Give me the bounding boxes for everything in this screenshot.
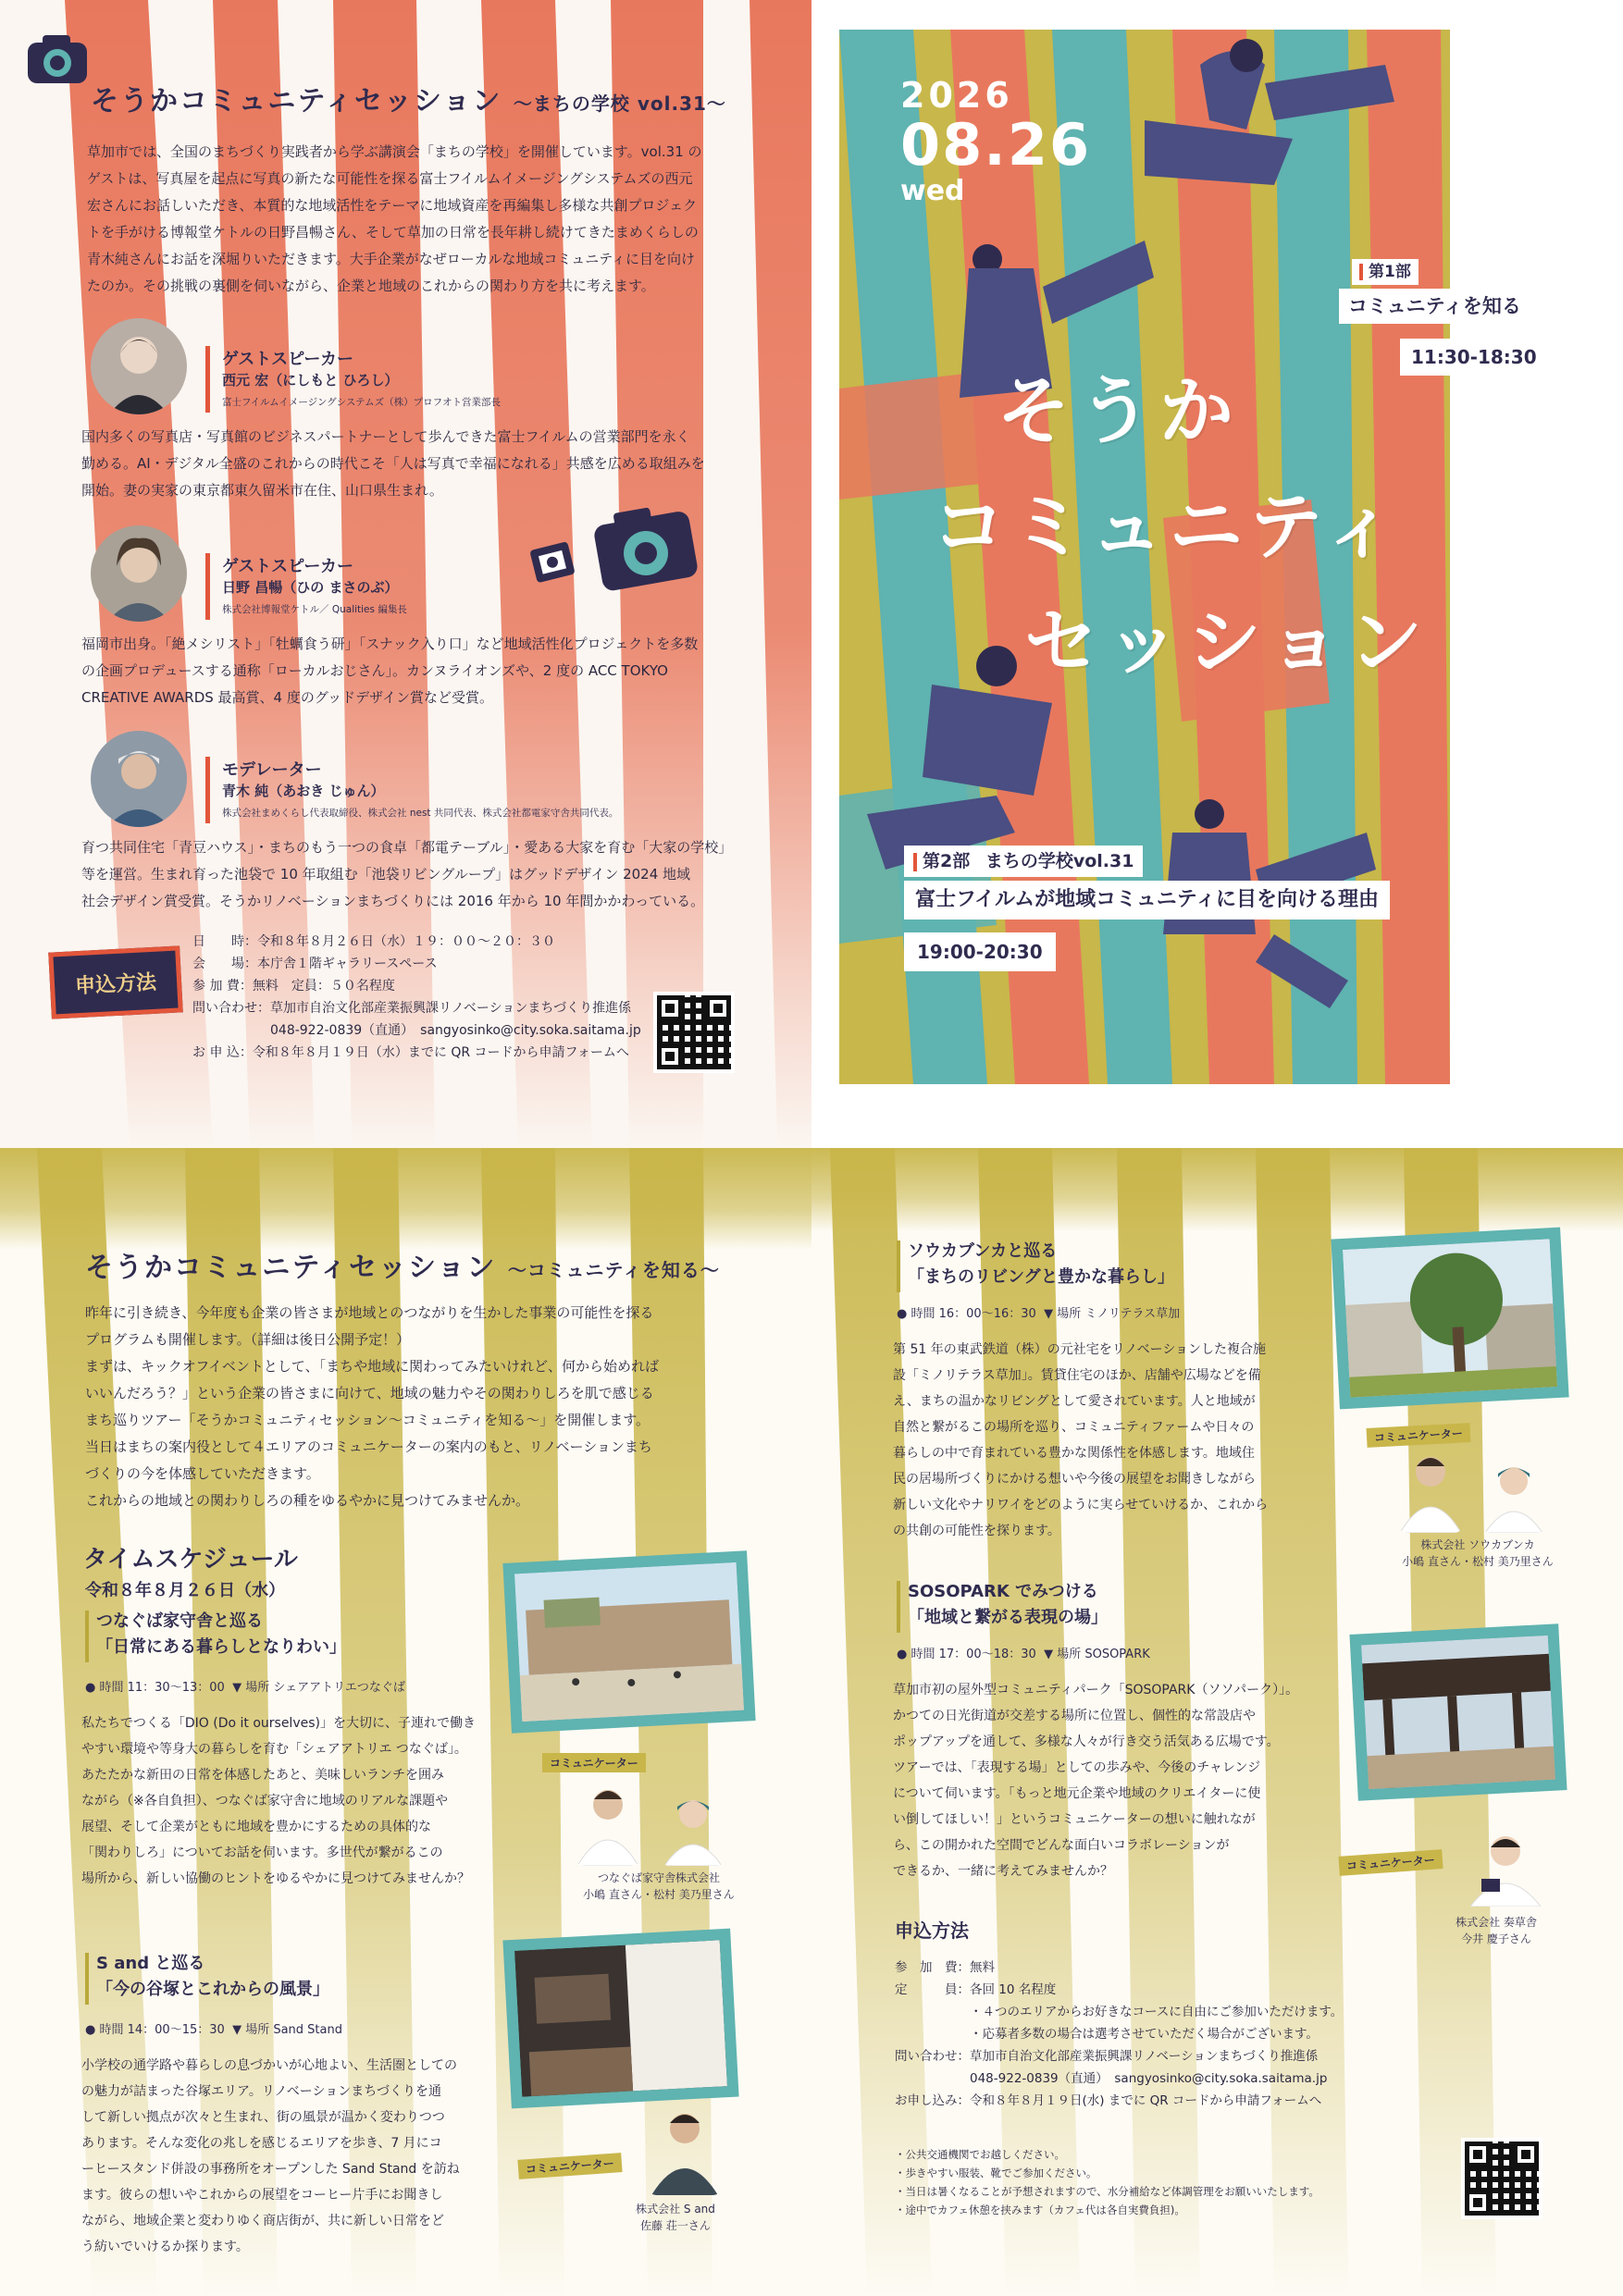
tour-title-line: 「今の谷塚とこれからの風景」: [96, 1980, 329, 1999]
intro-paragraph: [85, 1300, 751, 1514]
cover-title: [932, 352, 1431, 689]
info-line: 問い合わせ：草加市自治文化部産業振興課リノベーションまちづくり推進係: [192, 1001, 632, 1016]
tour-title: [908, 1579, 1108, 1631]
event-info: [192, 931, 641, 1064]
panel-machi-no-gakko: [0, 0, 812, 1148]
apply-badge-label: 申込方法: [74, 970, 157, 998]
bio-line: 等を運営。生まれ育った池袋で 10 年取組む「池袋リビングループ」はグッドデザイン 2024 地域: [81, 866, 691, 883]
intro-line: 昨年に引き続き、今年度も企業の皆さまが地域とのつながりを生かした事業の可能性を探る: [85, 1304, 654, 1321]
tour-accent-bar: [897, 1241, 900, 1292]
tour-title-line: 「日常にある暮らしとなりわい」: [96, 1637, 346, 1657]
caption-line: 株式会社 奏草舎: [1456, 1916, 1537, 1929]
title-text: そうかコミュニティセッション: [91, 85, 502, 117]
event-date: [900, 75, 1092, 207]
speaker-name: 日野 昌暢（ひの まさのぶ）: [222, 579, 399, 596]
photo-frame-sand-stand: [502, 1929, 738, 2109]
part2-series: まちの学校vol.31: [985, 851, 1134, 871]
speaker-photo-hino: [91, 525, 187, 622]
speaker-affiliation: 富士フイルムイメージングシステムズ（株）プロフオト営業部長: [222, 397, 501, 408]
tour-description: [81, 1710, 516, 1892]
cover-title-line-1: そうか: [997, 368, 1241, 454]
communicator-tag: コミュニケーター: [542, 1753, 646, 1772]
speaker-bio: [81, 834, 757, 915]
camera-and-film-icon: [524, 500, 709, 601]
body-line: 小学校の通学路や暮らしの息づかいが心地よい、生活圏としての: [81, 2058, 457, 2073]
communicator-photo: [659, 1786, 727, 1866]
intro-line: トを手がける博報堂ケトルの日野昌暢さん、そして草加の日常を長年耕し続けてきたまめくらしの: [87, 224, 699, 241]
communicator-photo: [1480, 1453, 1548, 1533]
intro-line: ゲストは、写真屋を起点に写真の新たな可能性を探る富士フイルムイメージングシステムズの西元: [87, 170, 693, 187]
body-line: ポップアップを通して、多様な人々が行き交う活気ある広場です。: [893, 1734, 1280, 1749]
body-line: 私たちでつくる「DIO (Do it ourselves)」を大切に、子連れで働き: [81, 1716, 476, 1731]
clock-icon: ●: [897, 1648, 908, 1661]
apply-badge: [48, 945, 183, 1018]
part1-time: 11:30-18:30: [1400, 339, 1548, 376]
bio-line: 福岡市出身。「絶メシリスト」「牡蠣食う研」「スナック入り口」など地域活性化プロジェクトを多数: [81, 636, 699, 652]
intro-line: 青木純さんにお話を深堀りいただきます。大手企業がなぜローカルな地域コミュニティに目を向け: [87, 251, 696, 267]
tour-title-line: SOSOPARK でみつける: [908, 1582, 1098, 1601]
intro-line: まち巡りツアー「そうかコミュニティセッション〜コミュニティを知る〜」を開催します。: [85, 1412, 650, 1428]
communicator-caption: [1422, 1914, 1570, 1947]
intro-line: 草加市では、全国のまちづくり実践者から学ぶ講演会「まちの学校」を開催しています。vol.31 の: [87, 143, 702, 160]
tour-title-line: つなぐば家守舎と巡る: [96, 1611, 263, 1631]
intro-line: 宏さんにお話しいただき、本質的な地域活性をテーマに地域資産を再編集し多様な共創プロジェク: [87, 197, 698, 214]
body-line: ながら、地域企業と変わりゆく商店街が、共に新しい日常をど: [81, 2214, 444, 2228]
part2-time: 19:00-20:30: [904, 932, 1056, 971]
body-line: ーヒースタンド併設の事務所をオープンした Sand Stand を訪ね: [81, 2162, 460, 2177]
body-line: ながら（※各自負担）、つなぐば家守舎に地域のリアルな課題や: [81, 1794, 449, 1808]
apply-info: [895, 1957, 1343, 2112]
intro-line: たのか。その挑戦の裏側を伺いながら、企業と地域のこれからの関わり方を共に考えます。: [87, 278, 655, 294]
tour-description: [893, 1677, 1328, 1884]
info-line: お 申 込：令和８年８月１９日（水）までに QR コードから申請フォームへ: [192, 1045, 629, 1060]
body-line: ます。彼らの想いやこれからの展望をコーヒー片手にお聞きし: [81, 2188, 443, 2203]
event-year: 2026: [900, 75, 1013, 116]
photo-frame-minori-terrace: [1331, 1228, 1568, 1410]
communicator-photo: [1461, 1823, 1550, 1907]
apply-info-line: ・４つのエリアからお好きなコースに自由にご参加いただけます。: [895, 2005, 1344, 2019]
speaker-role: ゲストスピーカー: [222, 350, 354, 369]
bio-line: 社会デザイン賞受賞。そうかリノベーションまちづくりには 2016 年から 10 年間かかわっている。: [81, 893, 705, 909]
communicator-caption: [601, 2201, 750, 2234]
pin-icon: ▼: [232, 1681, 242, 1695]
intro-line: いいんだろう？」という企業の皆さまに向けて、地域の魅力やその関わりしろを肌で感じる: [85, 1385, 654, 1401]
body-line: やすい環境や等身大の暮らしを育む「シェアアトリエ つなぐば」。: [81, 1742, 467, 1757]
apply-info-line: 定 員：各回 10 名程度: [895, 1982, 1057, 1997]
panel-community-tour-1: [0, 1148, 812, 2296]
part1-title: コミュニティを知る: [1339, 289, 1530, 324]
speaker-aoki: [222, 757, 618, 820]
body-line: 草加市初の屋外型コミュニティパーク「SOSOPARK（ソソパーク）」。: [893, 1683, 1299, 1697]
schedule-title: タイムスケジュール: [83, 1546, 298, 1574]
info-line: 会 場：本庁舎１階ギャラリースペース: [192, 957, 438, 971]
part1-label: [1352, 259, 1419, 285]
body-line: 展望、そして企業がともに地域を豊かにするための具体的な: [81, 1820, 431, 1834]
body-line: の共創の可能性を探ります。: [893, 1524, 1060, 1538]
photo-frame-tsunaguba: [502, 1550, 755, 1734]
speaker-role: ゲストスピーカー: [222, 557, 354, 576]
clock-icon: ●: [897, 1307, 908, 1321]
intro-line: これからの地域との関わりしろの種をゆるやかに見つけてみませんか。: [85, 1492, 530, 1509]
speaker-bio: [81, 631, 757, 711]
communicator-tag: コミュニケーター: [1367, 1423, 1471, 1448]
tour-time-place: [897, 1644, 1150, 1661]
tour-time-place: [897, 1303, 1180, 1321]
bio-line: 育つ共同住宅「青豆ハウス」・まちのもう一つの食卓「都電テーブル」・愛ある大家を育む「大家の学校」: [81, 839, 733, 856]
tour-accent-bar: [897, 1581, 900, 1633]
body-line: の魅力が詰まった谷塚エリア。リノベーションまちづくりを通: [81, 2084, 442, 2099]
tour-time: 時間 14：00〜15：30: [99, 2023, 225, 2037]
speaker-photo-aoki: [91, 731, 187, 827]
tour-description: [81, 2053, 516, 2260]
cover-title-line-2: コミュニティ: [932, 484, 1402, 570]
tour-accent-bar: [85, 1953, 89, 2005]
intro-line: まずは、キックオフイベントとして、「まちや地域に関わってみたいけれど、何から始めれば: [85, 1358, 659, 1375]
communicator-photo: [646, 2099, 724, 2195]
tour-title-line: ソウカブンカと巡る: [908, 1241, 1058, 1261]
part2-label-text: 第2部: [923, 851, 971, 871]
note-line: ・途中でカフェ休憩を挟みます（カフェ代は各自実費負担)。: [895, 2203, 1185, 2216]
body-line: 暮らしの中で育まれている豊かな関係性を体感します。地域住: [893, 1446, 1255, 1461]
bio-line: 勤める。AI・デジタル全盛のこれからの時代こそ「人は写真で幸福になれる」共感を広める取組みを: [81, 455, 705, 472]
communicator-tag: コミュニケーター: [1338, 1849, 1443, 1876]
part2-title: 富士フイルムが地域コミュニティに目を向ける理由: [904, 881, 1390, 920]
tour-time: 時間 16：00〜16：30: [911, 1307, 1036, 1321]
bio-line: 開始。妻の実家の東京都東久留米市在住、山口県生まれ。: [81, 482, 443, 499]
tour-accent-bar: [85, 1611, 89, 1662]
speaker-hino: [222, 553, 407, 616]
body-line: え、まちの温かなリビングとして愛されています。人と地域が: [893, 1394, 1256, 1409]
caption-line: 小嶋 直さん・松村 美乃里さん: [1402, 1555, 1554, 1568]
speaker-accent-bar: [205, 757, 210, 823]
title-text: そうかコミュニティセッション: [85, 1252, 497, 1284]
body-line: かつての日光街道が交差する場所に位置し、個性的な常設店や: [893, 1709, 1256, 1723]
communicator-caption: [1394, 1537, 1561, 1570]
tour-time: 時間 11：30〜13：00: [99, 1681, 225, 1695]
clock-icon: ●: [85, 2023, 96, 2037]
info-line: 参 加 費：無料 定員：５０名程度: [192, 979, 395, 994]
tour-time-place: [85, 2019, 342, 2037]
apply-info-line: 048-922-0839（直通） sangyosinko@city.soka.saitama.jp: [895, 2071, 1328, 2086]
speaker-affiliation: 株式会社まめくらし代表取締役、株式会社 nest 共同代表、株式会社都電家守舎共同代表。: [222, 808, 619, 819]
tour-title-line: 「地域と繋がる表現の場」: [908, 1608, 1108, 1627]
apply-info-line: 問い合わせ：草加市自治文化部産業振興課リノベーションまちづくり推進係: [895, 2049, 1319, 2064]
speaker-role: モデレーター: [222, 760, 322, 780]
speaker-photo-nishimoto: [91, 318, 187, 414]
tour-title: [908, 1239, 1174, 1290]
intro-line: 当日はまちの案内役として４エリアのコミュニケーターの案内のもと、リノベーションまち: [85, 1438, 652, 1455]
caption-line: 佐藤 荘一さん: [640, 2219, 711, 2232]
body-line: あります。そんな変化の兆しを感じるエリアを歩き、7 月にコ: [81, 2136, 442, 2151]
notes: [895, 2145, 1319, 2219]
pin-icon: ▼: [232, 2023, 242, 2037]
note-line: ・公共交通機関でお越しください。: [895, 2148, 1065, 2161]
tour-time-place: [85, 1677, 405, 1695]
bio-line: CREATIVE AWARDS 最高賞、4 度のグッドデザイン賞など受賞。: [81, 689, 494, 706]
tour-time: 時間 17：00〜18：30: [911, 1648, 1036, 1661]
body-line: ツアーでは、「表現する場」としての歩みや、今後のチャレンジ: [893, 1760, 1261, 1775]
qr-code[interactable]: [653, 992, 735, 1073]
body-line: 自然と繋がるこの場所を巡り、コミュニティファームや日々の: [893, 1420, 1255, 1435]
page-title: [85, 1244, 720, 1285]
apply-info-line: お申し込み：令和８年８月１９日(水) までに QR コードから申請フォームへ: [895, 2093, 1322, 2108]
communicator-caption: [576, 1870, 742, 1903]
communicator-photo: [1396, 1444, 1465, 1533]
body-line: ら、この開かれた空間でどんな面白いコラボレーションが: [893, 1838, 1230, 1853]
part1-label-text: 第1部: [1369, 263, 1411, 281]
body-line: 第 51 年の東武鉄道（株）の元社宅をリノベーションした複合施: [893, 1342, 1267, 1357]
caption-line: 小嶋 直さん・松村 美乃里さん: [583, 1888, 735, 1901]
body-line: 「関わりしろ」についてお話を伺います。多世代が繋がるこの: [81, 1845, 443, 1860]
bio-line: 国内多くの写真店・写真館のビジネスパートナーとして歩んできた富士フイルムの営業部門を永く: [81, 428, 690, 445]
caption-line: 株式会社 S and: [636, 2203, 715, 2216]
body-line: について伺います。「もっと地元企業や地域のクリエイターに使: [893, 1786, 1261, 1801]
communicator-photo: [574, 1777, 642, 1866]
body-line: あたたかな新田の日常を体感したあと、美味しいランチを囲み: [81, 1768, 444, 1783]
tour-place: 場所 SOSOPARK: [1057, 1648, 1150, 1661]
note-line: ・歩きやすい服装、靴でご参加ください。: [895, 2166, 1097, 2179]
body-line: できるか、一緒に考えてみませんか？: [893, 1864, 1113, 1879]
tour-description: [893, 1337, 1328, 1544]
cover-title-line-3: セッション: [1024, 599, 1431, 685]
info-line: 048-922-0839（直通） sangyosinko@city.soka.saitama.jp: [192, 1023, 641, 1038]
apply-title: 申込方法: [895, 1920, 969, 1942]
body-line: い倒してほしい！」というコミュニケーターの想いに触れなが: [893, 1812, 1256, 1827]
part2-label: [904, 846, 1143, 877]
tour-place: 場所 Sand Stand: [245, 2023, 342, 2037]
note-line: ・当日は暑くなることが予想されますので、水分補給など体調管理をお願いいたします。: [895, 2185, 1319, 2198]
speaker-bio: [81, 424, 757, 504]
qr-code[interactable]: [1461, 2138, 1542, 2219]
apply-info-line: 参 加 費：無料: [895, 1960, 995, 1975]
bio-line: の企画プロデュースする通称「ローカルおじさん」。カンヌライオンズや、2 度の ACC TOKYO: [81, 662, 668, 679]
clock-icon: ●: [85, 1681, 96, 1695]
pin-icon: ▼: [1044, 1648, 1054, 1661]
title-subtitle: 〜まちの学校 vol.31〜: [513, 93, 726, 115]
communicator-tag: コミュニケーター: [517, 2153, 622, 2179]
intro-line: づくりの今を体感していただきます。: [85, 1465, 320, 1482]
caption-line: つなぐば家守舎株式会社: [597, 1871, 720, 1884]
intro-paragraph: [87, 139, 753, 300]
panel-community-tour-2: [812, 1148, 1623, 2296]
panel-cover: [812, 0, 1623, 1148]
pin-icon: ▼: [1044, 1307, 1054, 1321]
body-line: して新しい拠点が次々と生まれ、街の風景が温かく変わりつつ: [81, 2110, 445, 2125]
body-line: 設「ミノリテラス草加」。賃貸住宅のほか、店舗や広場などを備: [893, 1368, 1261, 1383]
page-title: [91, 78, 726, 118]
speaker-nishimoto: [222, 346, 501, 409]
photo-frame-sosopark: [1349, 1623, 1567, 1801]
intro-line: プログラムも開催します。（詳細は後日公開予定！）: [85, 1331, 411, 1348]
body-line: 場所から、新しい協働のヒントをゆるやかに見つけてみませんか？: [81, 1871, 470, 1886]
tour-place: 場所 シェアアトリエつなぐば: [245, 1681, 405, 1695]
info-line: 日 時：令和８年８月２６日（水）１９：００〜２０：３０: [192, 934, 555, 949]
tour-title: [96, 1609, 346, 1660]
tour-title-line: S and と巡る: [96, 1954, 205, 1973]
tour-title-line: 「まちのリビングと豊かな暮らし」: [908, 1267, 1174, 1287]
speaker-accent-bar: [205, 346, 210, 413]
body-line: 民の居場所づくりにかける想いや今後の展望をお聞きしながら: [893, 1472, 1256, 1487]
speaker-name: 西元 宏（にしもと ひろし）: [222, 372, 399, 389]
tour-title: [96, 1951, 329, 2003]
body-line: 新しい文化やナリワイをどのように実らせていけるか、これから: [893, 1498, 1269, 1512]
title-subtitle: 〜コミュニティを知る〜: [507, 1259, 720, 1281]
camera-icon: [24, 31, 91, 89]
speaker-affiliation: 株式会社博報堂ケトル／ Qualities 編集長: [222, 604, 407, 615]
caption-line: 株式会社 ソウカブンカ: [1420, 1538, 1535, 1551]
event-weekday: wed: [900, 175, 965, 207]
event-day: 08.26: [900, 111, 1092, 179]
speaker-accent-bar: [205, 553, 210, 620]
caption-line: 今井 慶子さん: [1461, 1932, 1531, 1945]
apply-info-line: ・応募者多数の場合は選考させていただく場合がございます。: [895, 2027, 1319, 2042]
tour-place: 場所 ミノリテラス草加: [1057, 1307, 1181, 1321]
body-line: う紡いでいけるか探ります。: [81, 2240, 249, 2254]
schedule-date: 令和８年８月２６日（水）: [85, 1581, 285, 1600]
speaker-name: 青木 純（あおき じゅん）: [222, 783, 385, 799]
